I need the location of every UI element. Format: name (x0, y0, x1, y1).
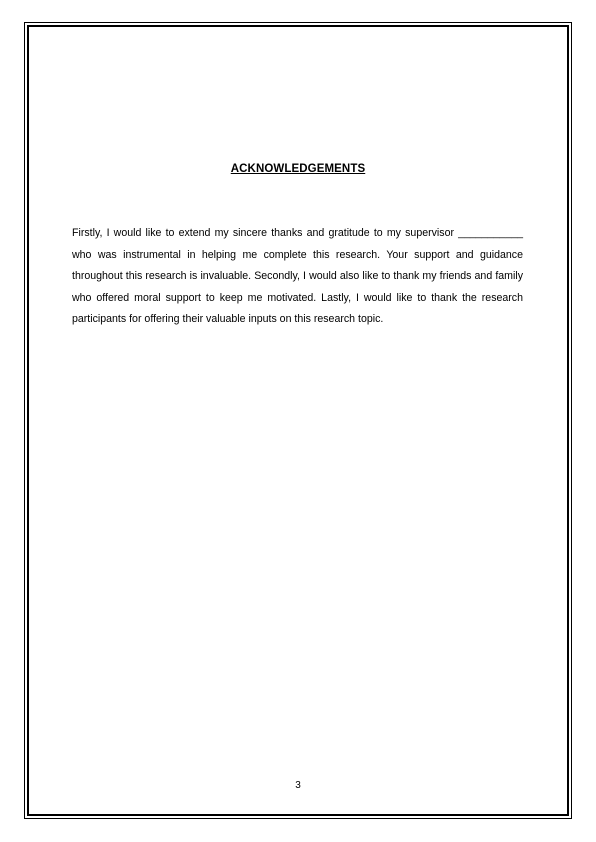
page-heading: ACKNOWLEDGEMENTS (230, 163, 366, 175)
acknowledgement-paragraph: Firstly, I would like to extend my sincere thanks and gratitude to my supervisor ___________ who was instrumental in helping me complete this research. Your support and guidance throughout this research is invaluable. Secondly, I would also like to thank my friends and family who offered moral support to keep me motivated. Lastly, I would like to thank the research participants for offering their valuable inputs on this research topic. (72, 227, 523, 326)
page-border-inner (27, 25, 569, 816)
page-number: 3 (295, 780, 301, 791)
